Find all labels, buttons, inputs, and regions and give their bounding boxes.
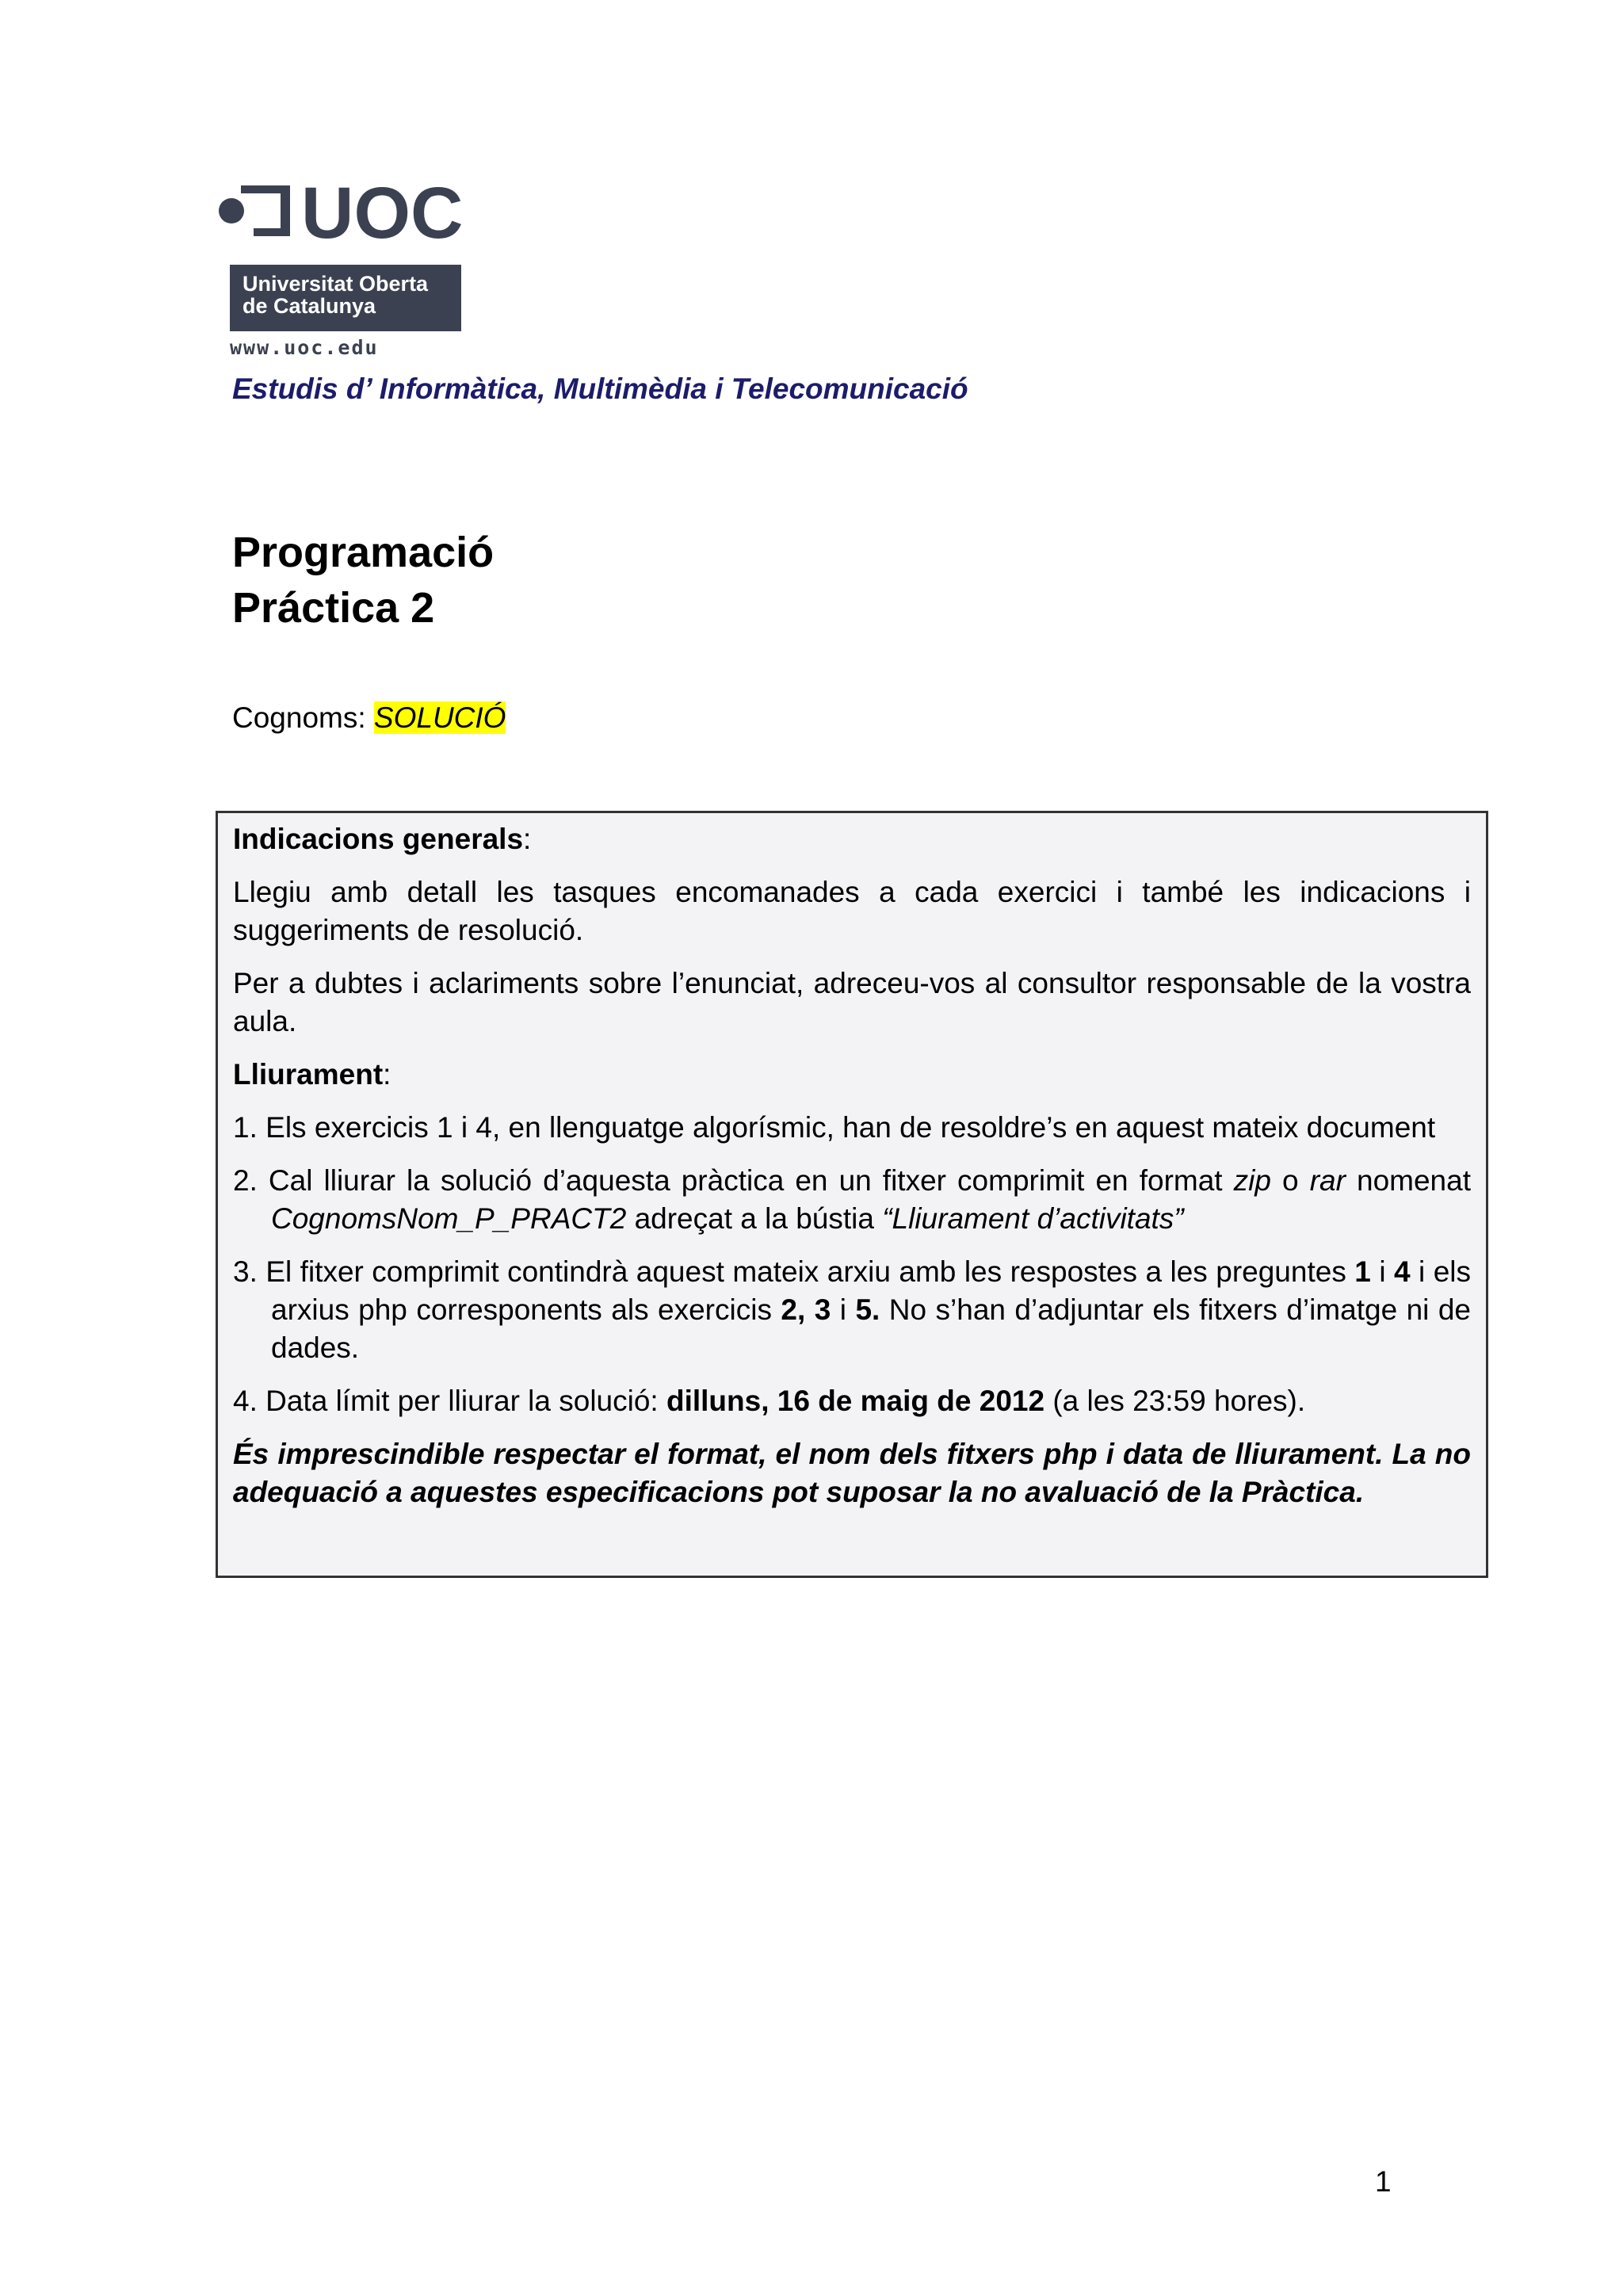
uoc-logo [214,179,468,361]
item4-date: dilluns, 16 de maig de 2012 [666,1385,1045,1417]
item3-q4: 4 [1394,1255,1411,1288]
title-line1: Programació [232,529,495,576]
delivery-item-1: 1. Els exercicis 1 i 4, en llenguatge algorísmic, han de resoldre’s en aquest mateix document [233,1111,1436,1144]
delivery-item-2 [233,1162,1471,1238]
logo-box [230,265,461,331]
surname-label: Cognoms: [232,701,366,734]
surname-line [232,701,506,735]
item3-text-b: i els arxius php corresponents als exercicis [271,1255,1472,1326]
uoc-logo-mark [214,179,468,243]
logo-box-line2: de Catalunya [242,294,376,318]
item3-q1: 1 [1354,1255,1371,1288]
item2-filename: CognomsNom_P_PRACT2 [271,1202,627,1235]
item3-ex5: 5. [855,1293,880,1326]
item2-rar: rar [1309,1164,1346,1197]
general-p2: Per a dubtes i aclariments sobre l’enunciat, adreceu-vos al consultor responsable de la vostra aula. [233,967,1471,1037]
general-p1: Llegiu amb detall les tasques encomanades a cada exercici i també les indicacions i suggeriments de resolució. [233,876,1471,946]
page-title [232,525,494,636]
item2-zip: zip [1233,1164,1271,1197]
studies-heading: Estudis d’ Informàtica, Multimèdia i Telecomunicació [232,372,968,405]
item3-text-c: No s’han d’adjuntar els fitxers d’imatge ni de dades. [271,1293,1472,1364]
delivery-heading-colon: : [383,1058,391,1091]
general-heading-colon: : [523,823,532,855]
item2-o: o [1270,1164,1310,1197]
item3-and1: i [1370,1255,1394,1288]
delivery-heading-line [233,1056,1471,1094]
general-heading: Indicacions generals [233,823,524,855]
surname-value: SOLUCIÓ [373,701,506,734]
item4-text-a: 4. Data límit per lliurar la solució: [233,1385,666,1417]
general-heading-line [233,820,1471,858]
final-note: És imprescindible respectar el format, el nom dels fitxers php i data de lliurament. La no adequació a aquestes especificacions pot suposar la no avaluació de la Pràctica. [233,1438,1471,1508]
title-line2: Práctica 2 [232,584,435,632]
delivery-item-3 [233,1253,1471,1367]
item2-text-b: nomenat [1345,1164,1471,1197]
item2-text-c: adreçat a la bústia [626,1202,883,1235]
page-number: 1 [1375,2165,1392,2198]
logo-box-line1: Universitat Oberta [242,272,429,296]
logo-text: UOC [301,179,464,243]
delivery-heading: Lliurament [233,1058,384,1091]
item2-mailbox: “Lliurament d’activitats” [882,1202,1184,1235]
item3-text-a: 3. El fitxer comprimit contindrà aquest mateix arxiu amb les respostes a les preguntes [233,1255,1355,1288]
logo-web: www.uoc.edu [230,336,379,359]
item3-and2: i [831,1293,856,1326]
item3-ex23: 2, 3 [781,1293,831,1326]
instructions-box [216,811,1488,1578]
delivery-item-4 [233,1382,1471,1420]
item2-text-a: 2. Cal lliurar la solució d’aquesta pràctica en un fitxer comprimit en format [233,1164,1234,1197]
item4-text-b: (a les 23:59 hores). [1044,1385,1306,1417]
